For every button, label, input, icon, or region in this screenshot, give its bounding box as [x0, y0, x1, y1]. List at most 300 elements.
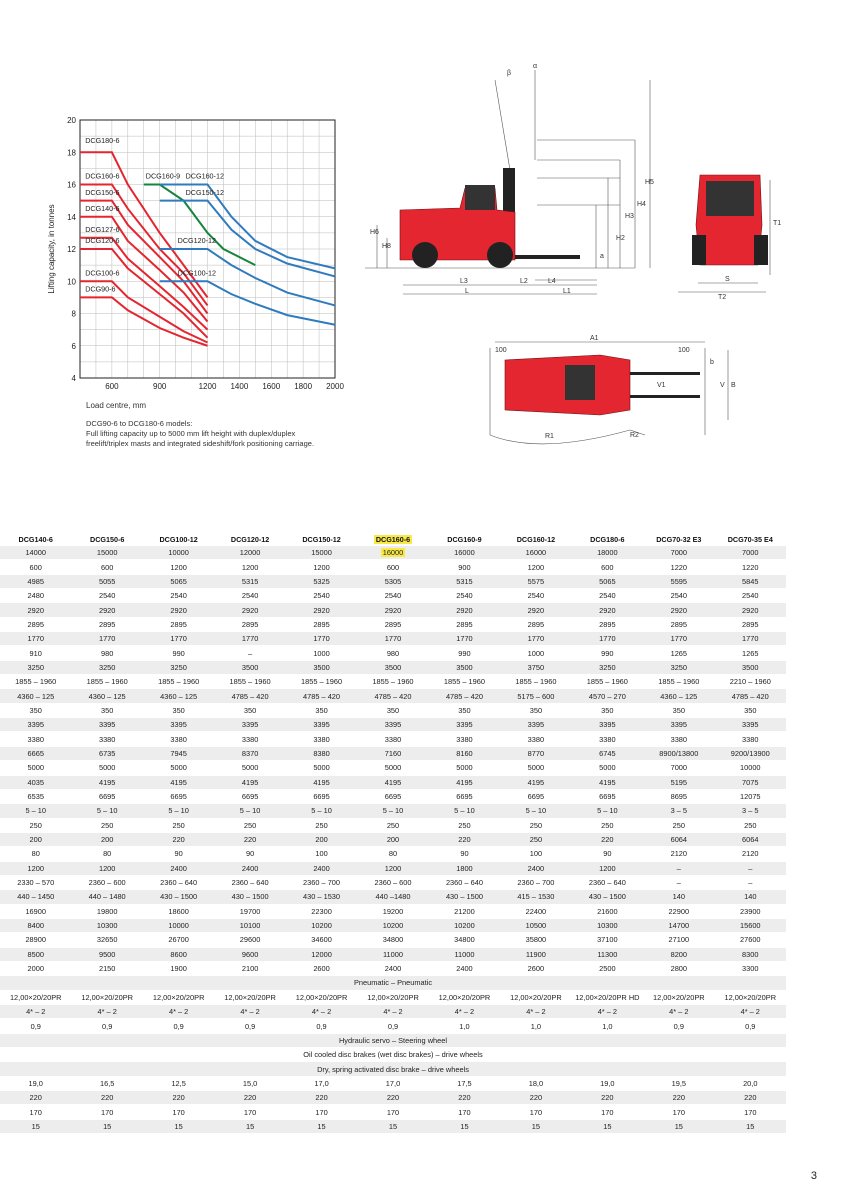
table-cell: 2600: [286, 961, 357, 975]
series-label: DCG127-6: [85, 224, 120, 234]
table-cell: 18,0: [500, 1076, 571, 1090]
table-cell: 220: [429, 832, 500, 846]
table-row: [0, 546, 786, 560]
table-cell: 4035: [0, 775, 71, 789]
table-cell: 90: [143, 847, 214, 861]
table-cell: 5065: [143, 574, 214, 588]
table-cell: 2540: [429, 589, 500, 603]
table-cell: 170: [429, 1105, 500, 1119]
table-cell: 600: [71, 560, 142, 574]
table-cell: 4785 – 420: [715, 689, 786, 703]
table-cell: 3395: [715, 718, 786, 732]
table-cell: 1855 – 1960: [0, 675, 71, 689]
table-cell: 600: [572, 560, 643, 574]
table-cell: 4195: [357, 775, 428, 789]
table-cell: 430 – 1500: [429, 890, 500, 904]
dim-b: B: [731, 382, 736, 389]
dim-b-small: b: [710, 359, 714, 366]
table-cell: 4* – 2: [357, 1005, 428, 1019]
dim-v1: V1: [657, 382, 666, 389]
table-cell: 3395: [214, 718, 285, 732]
table-cell: 200: [71, 832, 142, 846]
table-cell: 7000: [643, 761, 714, 775]
top-view-drawing: [480, 330, 760, 455]
table-cell: 2360 – 640: [429, 875, 500, 889]
table-cell: 19700: [214, 904, 285, 918]
table-cell: 6695: [286, 789, 357, 803]
table-cell: 220: [214, 1091, 285, 1105]
table-cell: 3380: [572, 732, 643, 746]
table-row: [0, 1019, 786, 1033]
table-cell: 4785 – 420: [429, 689, 500, 703]
table-cell: 4360 – 125: [643, 689, 714, 703]
column-header: DCG150-12: [302, 534, 341, 544]
table-cell: 16,5: [71, 1076, 142, 1090]
table-cell: 3250: [572, 660, 643, 674]
table-row: [0, 560, 786, 574]
table-cell: 3 – 5: [643, 804, 714, 818]
table-cell: 250: [572, 818, 643, 832]
dim-a1: A1: [590, 335, 599, 342]
table-cell: 2540: [357, 589, 428, 603]
table-cell: 0,9: [214, 1019, 285, 1033]
table-cell: 5055: [71, 574, 142, 588]
table-row: [0, 646, 786, 660]
table-cell: 2920: [143, 603, 214, 617]
table-cell: 12,00×20/20PR: [143, 990, 214, 1004]
table-cell: 2360 – 640: [572, 875, 643, 889]
table-cell: 19200: [357, 904, 428, 918]
dim-l4: L4: [548, 278, 556, 285]
table-cell: 4* – 2: [143, 1005, 214, 1019]
table-row: [0, 1062, 786, 1076]
table-cell: 1000: [500, 646, 571, 660]
table-cell: 11900: [500, 947, 571, 961]
table-cell: 6064: [643, 832, 714, 846]
table-cell: 3500: [214, 660, 285, 674]
table-cell: 4785 – 420: [214, 689, 285, 703]
table-row: [0, 861, 786, 875]
table-cell: 350: [286, 703, 357, 717]
table-cell: 250: [71, 818, 142, 832]
table-cell: 11000: [357, 947, 428, 961]
spanning-cell: Pneumatic – Pneumatic: [0, 976, 786, 990]
table-cell: 3500: [286, 660, 357, 674]
table-cell: 430 – 1530: [286, 890, 357, 904]
table-cell: 8370: [214, 746, 285, 760]
table-cell: 2330 – 570: [0, 875, 71, 889]
table-cell: 220: [643, 1091, 714, 1105]
table-cell: [357, 546, 428, 560]
table-cell: 3500: [357, 660, 428, 674]
dim-h4: H4: [637, 201, 646, 208]
table-cell: 10300: [572, 918, 643, 932]
table-cell: 170: [71, 1105, 142, 1119]
table-cell: 4195: [143, 775, 214, 789]
table-cell: 250: [286, 818, 357, 832]
table-cell: 6535: [0, 789, 71, 803]
table-cell: 29600: [214, 933, 285, 947]
table-cell: 1770: [357, 632, 428, 646]
table-row: [0, 746, 786, 760]
table-row: [0, 1033, 786, 1047]
table-cell: 26700: [143, 933, 214, 947]
spanning-cell: Oil cooled disc brakes (wet disc brakes) – drive wheels: [0, 1048, 786, 1062]
table-cell: 2360 – 640: [143, 875, 214, 889]
table-cell: 80: [71, 847, 142, 861]
table-cell: 6695: [500, 789, 571, 803]
table-cell: –: [214, 646, 285, 660]
table-cell: 1770: [572, 632, 643, 646]
table-cell: 5000: [0, 761, 71, 775]
table-cell: 14700: [643, 918, 714, 932]
column-header: DCG70-32 E3: [656, 534, 702, 544]
dim-h2: H2: [616, 235, 625, 242]
table-cell: 1200: [572, 861, 643, 875]
table-cell: 6665: [0, 746, 71, 760]
table-cell: 250: [429, 818, 500, 832]
table-cell: 1770: [0, 632, 71, 646]
table-cell: 1200: [214, 560, 285, 574]
table-cell: 12,00×20/20PR: [500, 990, 571, 1004]
table-cell: 1770: [500, 632, 571, 646]
table-cell: 23900: [715, 904, 786, 918]
table-cell: 4785 – 420: [286, 689, 357, 703]
table-cell: 2920: [286, 603, 357, 617]
series-label: DCG160-6: [85, 171, 120, 181]
table-cell: 440 – 1480: [71, 890, 142, 904]
table-cell: 2360 – 600: [357, 875, 428, 889]
side-view-drawing: [365, 60, 665, 300]
dim-a: a: [600, 253, 604, 260]
series-label: DCG150-12: [185, 187, 224, 197]
table-cell: 3500: [429, 660, 500, 674]
highlighted-value: 16000: [382, 548, 404, 558]
table-cell: 1855 – 1960: [286, 675, 357, 689]
table-cell: 2600: [500, 961, 571, 975]
table-cell: 4* – 2: [0, 1005, 71, 1019]
table-cell: 200: [286, 832, 357, 846]
x-tick-label: 1600: [262, 382, 281, 391]
x-axis-label: Load centre, mm: [86, 401, 147, 410]
table-cell: 1200: [71, 861, 142, 875]
table-cell: 5315: [214, 574, 285, 588]
table-cell: 220: [143, 1091, 214, 1105]
table-cell: 1770: [429, 632, 500, 646]
table-cell: 220: [429, 1091, 500, 1105]
table-cell: 3395: [643, 718, 714, 732]
table-cell: 250: [715, 818, 786, 832]
table-cell: 15: [143, 1119, 214, 1133]
table-cell: 6695: [143, 789, 214, 803]
dim-h3: H3: [625, 213, 634, 220]
table-cell: 8695: [643, 789, 714, 803]
column-header: DCG120-12: [230, 534, 270, 544]
table-cell: 4195: [429, 775, 500, 789]
table-cell: 3380: [429, 732, 500, 746]
series-label: DCG180-6: [85, 136, 120, 146]
table-cell: 2360 – 700: [500, 875, 571, 889]
table-cell: 10200: [429, 918, 500, 932]
table-cell: 2895: [500, 617, 571, 631]
table-cell: 7000: [715, 546, 786, 560]
table-cell: 19,5: [643, 1076, 714, 1090]
table-cell: 16000: [500, 546, 571, 560]
x-tick-label: 600: [105, 382, 119, 391]
table-cell: 15,0: [214, 1076, 285, 1090]
table-cell: 3395: [71, 718, 142, 732]
table-cell: 1200: [357, 861, 428, 875]
y-tick-label: 18: [67, 148, 76, 158]
table-cell: 9200/13900: [715, 746, 786, 760]
table-cell: 900: [429, 560, 500, 574]
table-cell: 5 – 10: [572, 804, 643, 818]
table-cell: 220: [0, 1091, 71, 1105]
x-tick-label: 2000: [326, 382, 344, 391]
table-cell: 430 – 1500: [214, 890, 285, 904]
table-cell: 5000: [572, 761, 643, 775]
table-cell: 220: [143, 832, 214, 846]
series-label: DCG120-12: [177, 236, 216, 246]
table-cell: 15: [643, 1119, 714, 1133]
dim-r1: R1: [545, 433, 554, 440]
table-cell: 37100: [572, 933, 643, 947]
x-tick-label: 900: [153, 382, 167, 391]
table-cell: 0,9: [286, 1019, 357, 1033]
table-cell: 8380: [286, 746, 357, 760]
series-label: DCG140-6: [85, 203, 120, 213]
table-cell: 1770: [71, 632, 142, 646]
table-cell: 10200: [286, 918, 357, 932]
table-cell: 350: [500, 703, 571, 717]
table-cell: 3395: [143, 718, 214, 732]
table-cell: 220: [572, 1091, 643, 1105]
table-cell: 2895: [0, 617, 71, 631]
table-cell: 12,00×20/20PR: [429, 990, 500, 1004]
table-cell: 10000: [715, 761, 786, 775]
table-cell: 2895: [357, 617, 428, 631]
table-cell: 1,0: [572, 1019, 643, 1033]
table-cell: 170: [143, 1105, 214, 1119]
table-cell: 440 – 1450: [0, 890, 71, 904]
table-cell: 3 – 5: [715, 804, 786, 818]
table-cell: 22400: [500, 904, 571, 918]
table-cell: 7075: [715, 775, 786, 789]
table-cell: 2920: [715, 603, 786, 617]
table-cell: 2895: [572, 617, 643, 631]
table-cell: 2920: [0, 603, 71, 617]
table-cell: 140: [715, 890, 786, 904]
table-cell: 10200: [357, 918, 428, 932]
table-cell: 170: [286, 1105, 357, 1119]
table-cell: 1200: [0, 861, 71, 875]
table-row: [0, 818, 786, 832]
table-cell: 5 – 10: [71, 804, 142, 818]
dim-h5: H5: [645, 179, 654, 186]
table-cell: 12,00×20/20PR: [286, 990, 357, 1004]
table-cell: 2100: [214, 961, 285, 975]
table-cell: 15: [500, 1119, 571, 1133]
x-tick-label: 1800: [294, 382, 313, 391]
table-cell: 250: [357, 818, 428, 832]
table-cell: 1220: [715, 560, 786, 574]
table-cell: 2920: [429, 603, 500, 617]
table-cell: 600: [0, 560, 71, 574]
y-tick-label: 14: [67, 212, 76, 222]
table-cell: –: [715, 875, 786, 889]
table-cell: 2400: [143, 861, 214, 875]
x-tick-label: 1400: [230, 382, 249, 391]
table-cell: 21200: [429, 904, 500, 918]
table-cell: 17,0: [357, 1076, 428, 1090]
table-cell: 4195: [572, 775, 643, 789]
table-cell: 12,00×20/20PR: [0, 990, 71, 1004]
table-cell: 250: [143, 818, 214, 832]
table-cell: 12000: [286, 947, 357, 961]
table-cell: 8770: [500, 746, 571, 760]
table-cell: 90: [214, 847, 285, 861]
table-row: [0, 732, 786, 746]
table-cell: 3380: [643, 732, 714, 746]
table-cell: 11300: [572, 947, 643, 961]
table-row: [0, 703, 786, 717]
table-row: [0, 875, 786, 889]
table-cell: 5000: [71, 761, 142, 775]
y-tick-label: 16: [67, 180, 76, 190]
table-cell: 250: [0, 818, 71, 832]
table-cell: 2480: [0, 589, 71, 603]
table-cell: 17,5: [429, 1076, 500, 1090]
table-cell: 0,9: [71, 1019, 142, 1033]
table-cell: 3395: [572, 718, 643, 732]
table-cell: 250: [214, 818, 285, 832]
table-cell: 600: [357, 560, 428, 574]
table-cell: 1770: [214, 632, 285, 646]
table-cell: 350: [429, 703, 500, 717]
table-cell: 11000: [429, 947, 500, 961]
dim-t1: T1: [773, 220, 782, 227]
dim-beta: β: [507, 70, 512, 77]
table-cell: 3380: [214, 732, 285, 746]
table-cell: 5 – 10: [500, 804, 571, 818]
dim-l1: L1: [563, 288, 571, 295]
table-cell: 5000: [143, 761, 214, 775]
table-cell: 0,9: [357, 1019, 428, 1033]
table-cell: 4* – 2: [572, 1005, 643, 1019]
table-cell: 4570 – 270: [572, 689, 643, 703]
column-header: DCG100-12: [159, 534, 198, 544]
highlighted-model: DCG160-6: [375, 534, 411, 544]
table-cell: 0,9: [0, 1019, 71, 1033]
table-cell: 1855 – 1960: [572, 675, 643, 689]
table-cell: 100: [286, 847, 357, 861]
table-cell: 4195: [71, 775, 142, 789]
note-line-2: Full lifting capacity up to 5000 mm lift height with duplex/duplex: [86, 429, 296, 438]
table-cell: 5 – 10: [0, 804, 71, 818]
table-cell: 16900: [0, 904, 71, 918]
table-cell: 2500: [572, 961, 643, 975]
table-cell: 12,00×20/20PR: [357, 990, 428, 1004]
table-cell: 8400: [0, 918, 71, 932]
specification-table: [0, 532, 786, 1134]
series-label: DCG90-6: [85, 284, 116, 294]
table-cell: 5325: [286, 574, 357, 588]
table-cell: 12,00×20/20PR HD: [572, 990, 643, 1004]
table-cell: 5315: [429, 574, 500, 588]
table-cell: 2895: [429, 617, 500, 631]
table-cell: 220: [286, 1091, 357, 1105]
table-row: [0, 1119, 786, 1133]
column-header: DCG160-9: [447, 534, 482, 544]
table-row: [0, 789, 786, 803]
table-cell: 4360 – 125: [71, 689, 142, 703]
table-cell: 5195: [643, 775, 714, 789]
table-cell: 1855 – 1960: [643, 675, 714, 689]
y-tick-label: 6: [71, 341, 76, 351]
table-row: [0, 918, 786, 932]
table-cell: 15: [572, 1119, 643, 1133]
table-cell: 10500: [500, 918, 571, 932]
table-cell: 350: [357, 703, 428, 717]
table-cell: 170: [643, 1105, 714, 1119]
y-tick-label: 4: [71, 374, 76, 383]
table-cell: 220: [357, 1091, 428, 1105]
table-cell: 2920: [572, 603, 643, 617]
table-cell: –: [643, 861, 714, 875]
table-cell: 6695: [214, 789, 285, 803]
column-header: DCG160-12: [516, 534, 556, 544]
table-cell: 15000: [286, 546, 357, 560]
table-cell: 2540: [500, 589, 571, 603]
table-cell: 5000: [429, 761, 500, 775]
table-cell: 3395: [357, 718, 428, 732]
dim-l3: L3: [460, 278, 468, 285]
table-cell: 2540: [715, 589, 786, 603]
table-cell: 0,9: [715, 1019, 786, 1033]
table-row: [0, 675, 786, 689]
table-row: [0, 660, 786, 674]
column-header: DCG150-6: [90, 534, 125, 544]
column-header: DCG180-6: [590, 534, 625, 544]
table-cell: 6695: [429, 789, 500, 803]
table-cell: 170: [572, 1105, 643, 1119]
table-cell: 1900: [143, 961, 214, 975]
table-cell: 415 – 1530: [500, 890, 571, 904]
table-cell: 4785 – 420: [357, 689, 428, 703]
table-cell: 1855 – 1960: [214, 675, 285, 689]
table-cell: 1770: [643, 632, 714, 646]
table-cell: 4985: [0, 574, 71, 588]
table-cell: 2540: [286, 589, 357, 603]
table-cell: 8160: [429, 746, 500, 760]
table-cell: 2540: [143, 589, 214, 603]
table-cell: 5 – 10: [429, 804, 500, 818]
table-cell: 3250: [643, 660, 714, 674]
table-cell: 27100: [643, 933, 714, 947]
series-label: DCG150-6: [85, 187, 120, 197]
table-cell: 15: [429, 1119, 500, 1133]
table-cell: 2210 – 1960: [715, 675, 786, 689]
table-cell: 1,0: [429, 1019, 500, 1033]
table-cell: 5595: [643, 574, 714, 588]
table-cell: 2000: [0, 961, 71, 975]
table-cell: 12075: [715, 789, 786, 803]
y-tick-label: 12: [67, 245, 76, 254]
table-cell: 350: [715, 703, 786, 717]
table-cell: 7000: [643, 546, 714, 560]
rear-view-drawing: [670, 165, 790, 300]
table-cell: 430 – 1500: [143, 890, 214, 904]
